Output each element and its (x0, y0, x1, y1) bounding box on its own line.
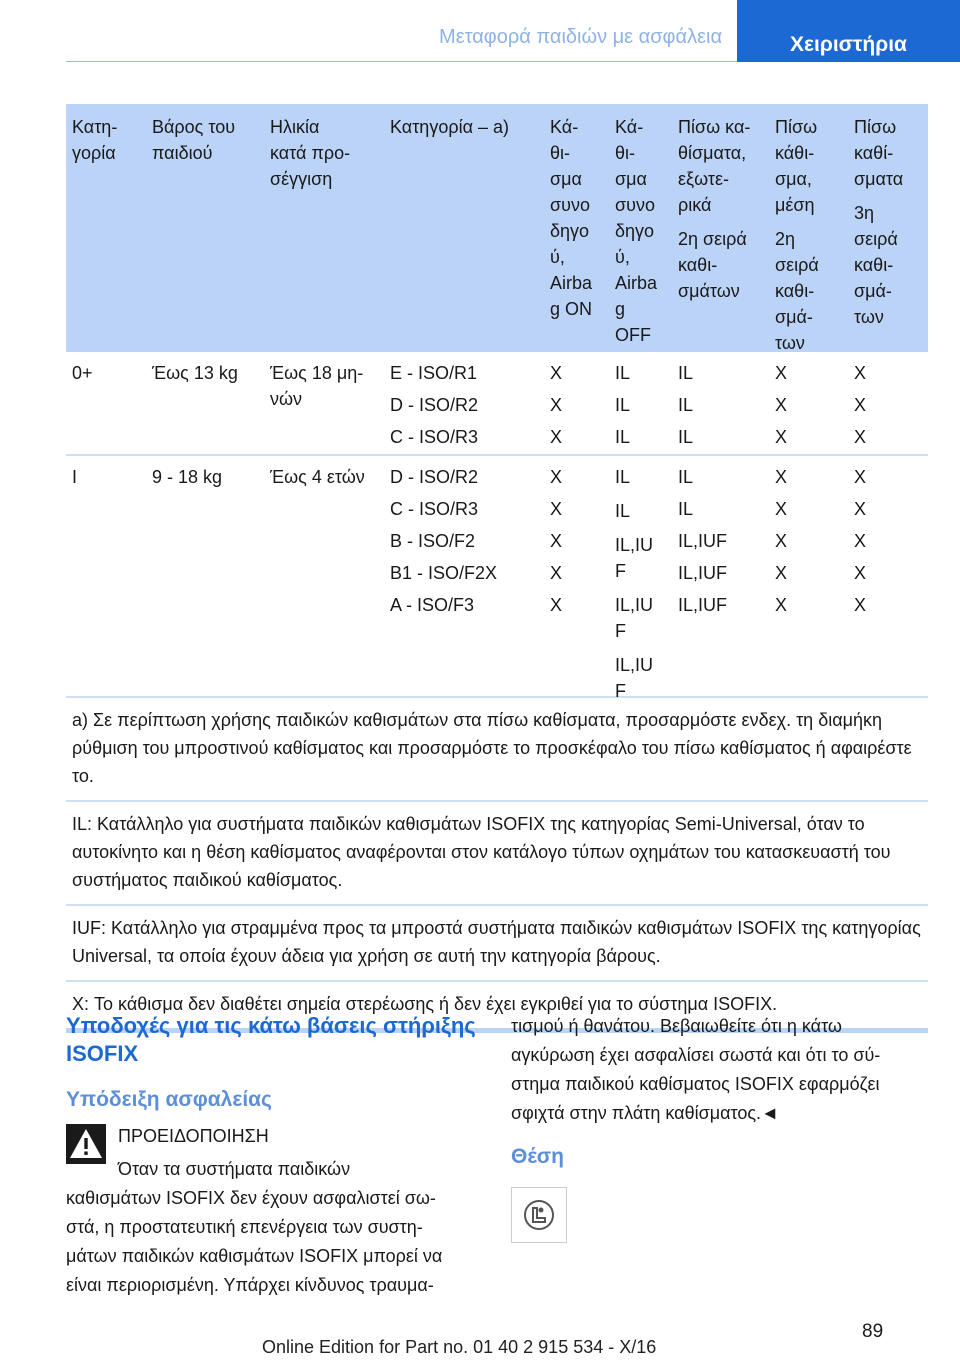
header-rear-middle: Πίσω κάθι- σμα, μέση 2η σειρά καθι- σμά- των (775, 117, 819, 353)
footnote-a: a) Σε περίπτωση χρήσης παιδικών καθισμάτων στα πίσω καθίσματα, προσαρμόστε ενδεχ. τη διαμήκη ρύθμιση του μπροστινού καθίσματος και προσαρμόστε το προσκέφαλο του πίσω καθίσματος ή αφαιρέστε το. (66, 698, 928, 802)
header-age: Ηλικία κατά προ- σέγγιση (270, 117, 351, 189)
edition-footer: Online Edition for Part no. 01 40 2 915 534 - X/16 (262, 1337, 657, 1357)
header-front-airbag-off: Κά- θι- σμα συνο δηγο ύ, Airba g OFF (615, 117, 658, 345)
warning-text: Όταν τα συστήματα παιδικών καθισμάτων ISOFIX δεν έχουν ασφαλιστεί σω- στά, η προστατευτική επενέργεια των συστη- μάτων παιδικών καθισμάτων ISOFIX μπορεί να είναι περιορισμένη. Υπάρχει κίνδυνος τραυμα- (66, 1159, 443, 1295)
row-category: I (72, 467, 78, 487)
row-rear-outer: IL IL IL,IUF IL,IUF IL,IUF (678, 467, 728, 615)
header-class: Κατηγορία – a) (390, 117, 509, 137)
header-front-airbag-on: Κά- θι- σμα συνο δηγο ύ, Airba g ON (550, 117, 593, 319)
header-third-row: Πίσω καθί- σματα 3η σειρά καθι- σμά- των (854, 117, 904, 327)
page-number: 89 (862, 1321, 884, 1342)
header-category: Κατη- γορία (72, 117, 118, 163)
header-weight: Βάρος του παιδιού (152, 117, 236, 163)
footnote-iuf: IUF: Κατάλληλο για στραμμένα προς τα μπροστά συστήματα παιδικών καθισμάτων ISOFIX της κατηγορίας Universal, τα οποία έχουν άδεια για χρήση σε αυτή την κατηγορία βάρους. (66, 906, 928, 982)
safety-heading: Υπόδειξη ασφαλείας (66, 1088, 272, 1111)
row-weight: Έως 13 kg (152, 363, 238, 383)
row-airbag-off: IL IL IL,IU F IL,IU F IL,IU F (615, 467, 654, 701)
row-classes: E - ISO/R1 D - ISO/R2 C - ISO/R3 (390, 363, 479, 447)
position-heading: Θέση (511, 1145, 565, 1168)
row-weight: 9 - 18 kg (152, 467, 223, 487)
chapter-tab[interactable]: Χειριστήρια (737, 0, 960, 62)
row-third-row: X X X X X (854, 467, 867, 615)
table-row (66, 352, 928, 456)
row-rear-outer: IL IL IL (678, 363, 694, 447)
footnote-il: IL: Κατάλληλο για συστήματα παιδικών καθισμάτων ISOFIX της κατηγορίας Semi-Universal, όταν το αυτοκίνητο και η θέση καθίσματος αναφέρονται στον κατάλογο τύπων οχημάτων του κατασκευαστή του συστήματος παιδικού καθίσματος. (66, 802, 928, 906)
table-row (66, 456, 928, 701)
row-rear-middle: X X X (775, 363, 788, 447)
row-airbag-off: IL IL IL (615, 363, 631, 447)
running-section-title: Μεταφορά παιδιών με ασφάλεια (439, 26, 722, 48)
warning-title: ΠΡΟΕΙΔΟΠΟΙΗΣΗ (118, 1126, 269, 1146)
isofix-table (66, 104, 928, 1033)
row-age: Έως 4 ετών (270, 467, 365, 487)
row-classes: D - ISO/R2 C - ISO/R3 B - ISO/F2 B1 - ISO/F2X A - ISO/F3 (390, 467, 498, 615)
row-airbag-on: X X X X X (550, 467, 563, 615)
header-rear-outer: Πίσω κα- θίσματα, εξωτε- ρικά 2η σειρά καθι- σμάτων (678, 117, 751, 301)
row-rear-middle: X X X X X (775, 467, 788, 615)
section-heading: Υποδοχές για τις κάτω βάσεις στήριξης ISOFIX (66, 1013, 476, 1066)
footnote-x: X: Το κάθισμα δεν διαθέτει σημεία στερέωσης ή δεν έχει εγκριθεί για το σύστημα ISOFIX. (66, 982, 928, 1033)
table-header-row (66, 104, 928, 352)
warning-text-continued: τισμού ή θανάτου. Βεβαιωθείτε ότι η κάτω αγκύρωση έχει ασφαλίσει σωστά και ότι το σύ- στημα παιδικού καθίσματος ISOFIX εφαρμόζει σφιχτά στην πλάτη καθίσματος.◄ (511, 1016, 881, 1123)
row-age: Έως 18 μη- νών (270, 363, 364, 409)
row-airbag-on: X X X (550, 363, 563, 447)
header-rule (66, 61, 737, 62)
row-category: 0+ (72, 363, 93, 383)
isofix-child-seat-icon (511, 1187, 567, 1243)
row-third-row: X X X (854, 363, 867, 447)
